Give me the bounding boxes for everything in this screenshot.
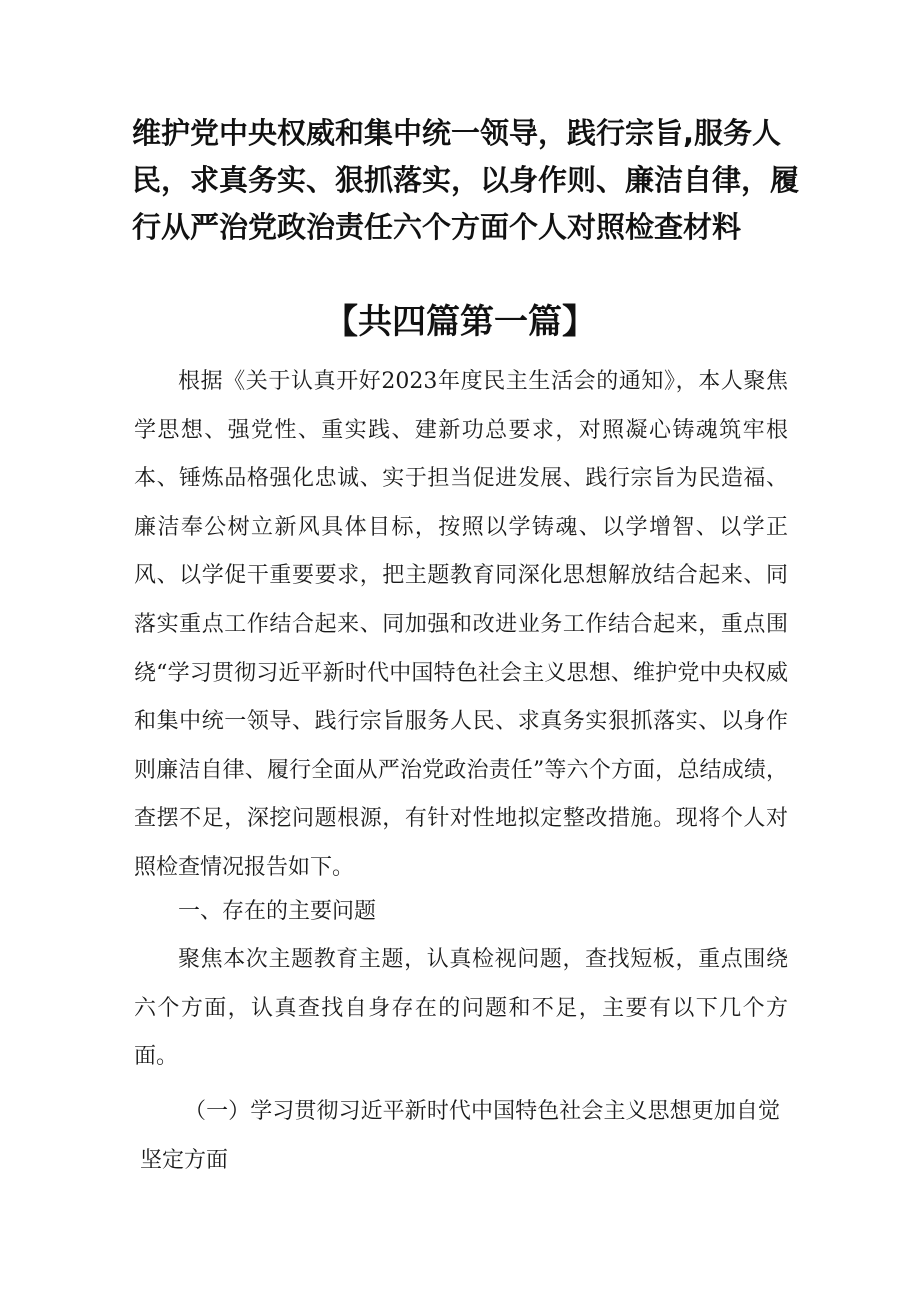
section-heading-1: 一、存在的主要问题	[178, 899, 377, 924]
intro-paragraph: 根据《关于认真开好2023年度民主生活会的通知》，本人聚焦学思想、强党性、重实践、建新功总要求，对照凝心铸魂筑牢根本、锤炼品格强化忠诚、实于担当促进发展、践行宗旨为民造福、廉洁奉公树立新风具体目标，按照以学铸魂、以学增智、以学正风、以学促干重要要求，把主题教育同深化思想解放结合起来、同落实重点工作结合起来、同加强和改进业务工作结合起来，重点围绕“学习贯彻习近平新时代中国特色社会主义思想、维护党中央权威和集中统一领导、践行宗旨服务人民、求真务实狠抓落实、以身作则廉洁自律、履行全面从严治党政治责任”等六个方面，总结成绩，查摆不足，深挖问题根源，有针对性地拟定整改措施。现将个人对照检查情况报告如下。	[134, 369, 788, 880]
section-1-paragraph: 聚焦本次主题教育主题，认真检视问题，查找短板，重点围绕六个方面，认真查找自身存在的问题和不足，主要有以下几个方面。	[134, 947, 788, 1070]
document-title: 维护党中央权威和集中统一领导，践行宗旨,服务人民，求真务实、狠抓落实，以身作则、廉洁自律，履行从严治党政治责任六个方面个人对照检查材料	[132, 116, 800, 244]
subsection-heading-1: （一）学习贯彻习近平新时代中国特色社会主义思想更加自觉坚定方面	[140, 1099, 780, 1173]
document-subtitle: 【共四篇第一篇】	[324, 302, 596, 342]
